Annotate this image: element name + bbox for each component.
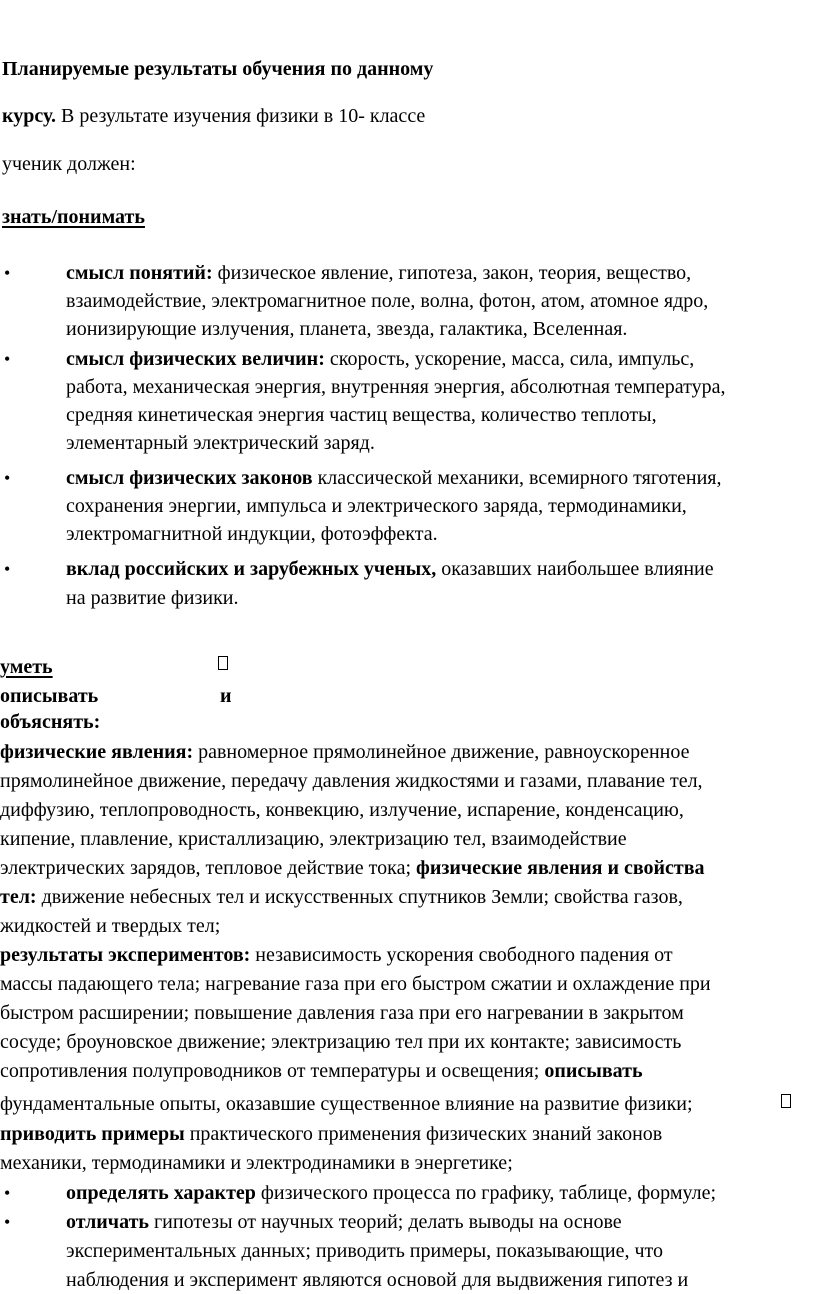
concepts-item-line-3: ионизирующие излучения, планета, звезда, галактика, Вселенная. — [66, 318, 628, 340]
phenomena-label: физические явления: — [0, 741, 194, 763]
give-examples-label: приводить примеры — [0, 1123, 185, 1145]
phenomena-line-5 — [0, 855, 705, 881]
laws-item-line-2: сохранения энергии, импульса и электрического заряда, термодинамики, — [66, 495, 687, 517]
experiments-line-3: быстром расширении; повышение давления газа при его нагревании в закрытом — [0, 1002, 684, 1024]
bodies-text: движение небесных тел и искусственных спутников Земли; свойства газов, — [36, 886, 683, 908]
laws-item-line-1 — [66, 465, 721, 491]
determine-item — [66, 1180, 716, 1206]
laws-label: смысл физических законов — [66, 467, 313, 489]
give-examples-text: практического применения физических знаний законов — [184, 1123, 663, 1145]
laws-item-line-3: электромагнитной индукции, фотоэффекта. — [66, 523, 438, 545]
experiments-text-5: сопротивления полупроводников от температуры и освещения; — [0, 1060, 545, 1082]
experiments-line-7 — [0, 1121, 662, 1147]
experiments-text: независимость ускорения свободного падения от — [250, 944, 673, 966]
experiments-line-4: сосуде; броуновское движение; электризацию тел при их контакте; зависимость — [0, 1031, 682, 1053]
distinguish-item-line-2: экспериментальных данных; приводить примеры, показывающие, что — [66, 1240, 664, 1262]
bullet-icon: • — [4, 1183, 11, 1203]
bullet-icon: • — [4, 468, 11, 488]
explain-label: объяснять: — [0, 711, 101, 733]
quantities-item-line-4: элементарный электрический заряд. — [66, 432, 375, 454]
scientists-text: оказавших наибольшее влияние — [436, 558, 714, 580]
bullet-icon: • — [4, 559, 11, 579]
experiments-line-1 — [0, 942, 673, 968]
determine-label: определять характер — [66, 1182, 256, 1204]
distinguish-label: отличать — [66, 1211, 149, 1233]
phenomena-properties-label: физические явления и свойства — [416, 857, 705, 879]
course-intro: В результате изучения физики в 10- классе — [55, 105, 426, 127]
quantities-item-line-2: работа, механическая энергия, внутренняя энергия, абсолютная температура, — [66, 376, 726, 398]
experiments-line-6: фундаментальные опыты, оказавшие существенное влияние на развитие физики; — [0, 1093, 693, 1115]
missing-glyph-icon — [781, 1094, 791, 1108]
concepts-item-line-2: взаимодействие, электромагнитное поле, волна, фотон, атом, атомное ядро, — [66, 290, 709, 312]
student-must-text: ученик должен: — [2, 153, 136, 175]
course-label: курсу. — [2, 105, 56, 127]
phenomena-line-1 — [0, 739, 689, 765]
laws-text: классической механики, всемирного тяготения, — [312, 467, 722, 489]
quantities-item-line-1 — [66, 346, 694, 372]
phenomena-line-4: кипение, плавление, кристаллизацию, электризацию тел, взаимодействие — [0, 828, 627, 850]
be-able-heading: уметь — [0, 656, 53, 678]
experiments-line-2: массы падающего тела; нагревание газа при его быстром сжатии и охлаждение при — [0, 973, 711, 995]
bullet-icon: • — [4, 1212, 11, 1232]
bullet-icon: • — [4, 349, 11, 369]
page-title-line-1: Планируемые результаты обучения по данному — [2, 58, 434, 80]
concepts-label: смысл понятий: — [66, 262, 213, 284]
experiments-label: результаты экспериментов: — [0, 944, 251, 966]
phenomena-text: равномерное прямолинейное движение, равноускоренное — [193, 741, 690, 763]
distinguish-text: гипотезы от научных теорий; делать выводы на основе — [148, 1211, 622, 1233]
phenomena-line-6 — [0, 884, 683, 910]
quantities-item-line-3: средняя кинетическая энергия частиц вещества, количество теплоты, — [66, 404, 657, 426]
missing-glyph-icon — [218, 656, 228, 670]
describe-label: описывать — [0, 685, 99, 707]
experiments-line-8: механики, термодинамики и электродинамики в энергетике; — [0, 1152, 513, 1174]
phenomena-line-7: жидкостей и твердых тел; — [0, 915, 221, 937]
quantities-text: скорость, ускорение, масса, сила, импульс, — [324, 348, 695, 370]
experiments-line-5 — [0, 1058, 643, 1084]
scientists-item-line-2: на развитие физики. — [66, 587, 239, 609]
phenomena-line-3: диффузию, теплопроводность, конвекцию, излучение, испарение, конденсацию, — [0, 799, 684, 821]
and-label: и — [220, 685, 232, 707]
phenomena-line-2: прямолинейное движение, передачу давления жидкостями и газами, плавание тел, — [0, 770, 703, 792]
bullet-icon: • — [4, 263, 11, 283]
scientists-item-line-1 — [66, 556, 714, 582]
determine-text: физического процесса по графику, таблице, формуле; — [255, 1182, 717, 1204]
distinguish-item-line-1 — [66, 1209, 622, 1235]
concepts-text: физическое явление, гипотеза, закон, теория, вещество, — [212, 262, 692, 284]
know-understand-heading: знать/понимать — [2, 206, 145, 228]
describe-inline-label: описывать — [544, 1060, 643, 1082]
distinguish-item-line-3: наблюдения и эксперимент являются основой для выдвижения гипотез и — [66, 1269, 689, 1291]
quantities-label: смысл физических величин: — [66, 348, 325, 370]
concepts-item-line-1 — [66, 260, 691, 286]
scientists-label: вклад российских и зарубежных ученых, — [66, 558, 437, 580]
page-title-line-2 — [2, 103, 425, 129]
phenomena-text-5: электрических зарядов, тепловое действие тока; — [0, 857, 416, 879]
bodies-label: тел: — [0, 886, 37, 908]
